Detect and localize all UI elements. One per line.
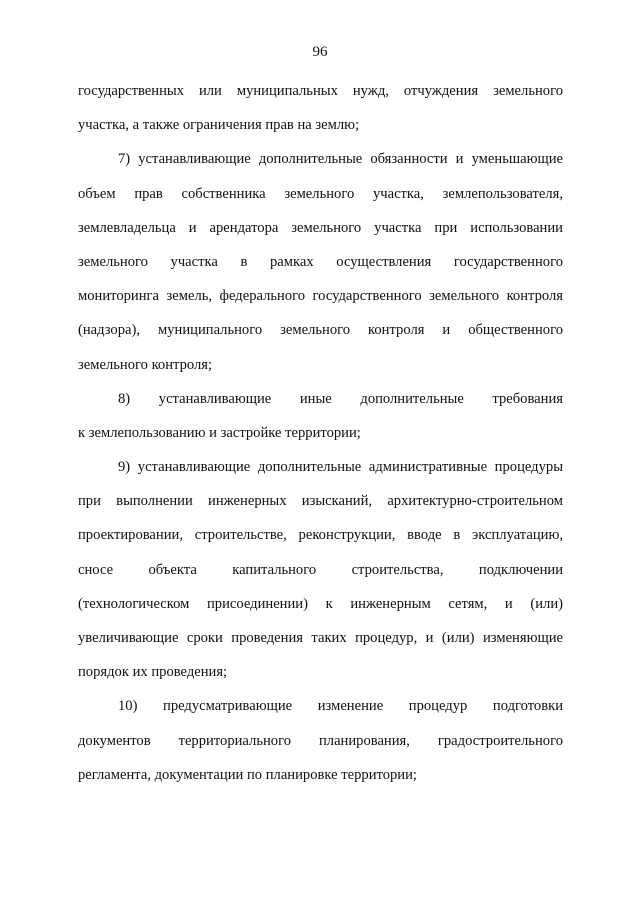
- text-line: мониторинга земель, федерального государственного земельного контроля: [78, 288, 563, 305]
- text-line: (технологическом присоединении) к инженерным сетям, и (или): [78, 595, 563, 612]
- text-line: государственных или муниципальных нужд, отчуждения земельного: [78, 83, 563, 99]
- text-line: сносе объекта капитального строительства, подключении: [78, 561, 563, 578]
- text-line: регламента, документации по планировке территории;: [78, 766, 417, 783]
- text-line: к землепользованию и застройке территории;: [78, 424, 361, 441]
- text-line: при выполнении инженерных изысканий, архитектурно-строительном: [78, 493, 563, 510]
- text-line: порядок их проведения;: [78, 664, 228, 681]
- document-body: [78, 79, 563, 797]
- page-number: 96: [312, 44, 328, 60]
- text-line: увеличивающие сроки проведения таких процедур, и (или) изменяющие: [78, 630, 563, 646]
- text-line: землевладельца и арендатора земельного участка при использовании: [78, 219, 563, 236]
- text-line: (надзора), муниципального земельного контроля и общественного: [78, 322, 563, 339]
- text-line: 9) устанавливающие дополнительные административные процедуры: [118, 459, 563, 476]
- text-line: участка, а также ограничения прав на землю;: [78, 117, 360, 134]
- text-line: земельного участка в рамках осуществления государственного: [78, 253, 563, 270]
- text-line: земельного контроля;: [78, 356, 213, 373]
- text-line: 8) устанавливающие иные дополнительные требования: [118, 390, 563, 407]
- text-line: проектировании, строительстве, реконструкции, вводе в эксплуатацию,: [78, 527, 563, 544]
- text-line: 10) предусматривающие изменение процедур подготовки: [118, 698, 563, 715]
- text-line: объем прав собственника земельного участка, землепользователя,: [78, 185, 563, 202]
- text-line: 7) устанавливающие дополнительные обязанности и уменьшающие: [118, 151, 563, 168]
- text-line: документов территориального планирования, градостроительного: [78, 732, 563, 749]
